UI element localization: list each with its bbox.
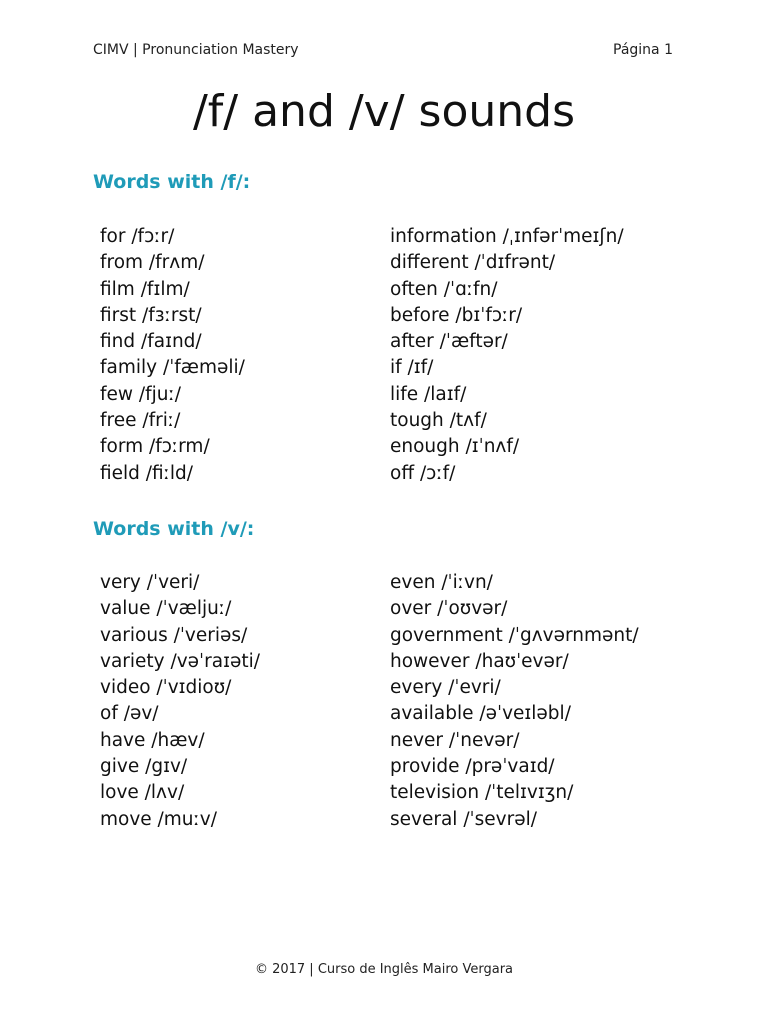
word-entry: even /ˈiːvn/ <box>390 572 493 593</box>
word-entry: film /fɪlm/ <box>100 278 190 300</box>
f-words-right-column <box>390 224 624 487</box>
word-entry: television /ˈtelɪvɪʒn/ <box>390 782 574 804</box>
v-words-left-column <box>100 570 260 833</box>
word-entry: family /ˈfæməli/ <box>100 357 245 379</box>
word-entry: form /fɔːrm/ <box>100 436 210 458</box>
word-entry: never /ˈnevər/ <box>390 729 520 751</box>
word-entry: variety /vəˈraɪəti/ <box>100 650 260 672</box>
v-words-right-column <box>390 570 639 833</box>
header-left-text: CIMV | Pronunciation Mastery <box>93 42 299 58</box>
word-entry: before /bɪˈfɔːr/ <box>390 304 523 326</box>
word-entry: move /muːv/ <box>100 808 217 830</box>
word-entry: often /ˈɑːfn/ <box>390 278 498 300</box>
word-entry: video /ˈvɪdioʊ/ <box>100 677 232 699</box>
word-entry: off /ɔːf/ <box>390 462 456 484</box>
word-entry: of /əv/ <box>100 703 159 725</box>
word-entry: from /frʌm/ <box>100 252 205 274</box>
section-heading-f: Words with /f/: <box>93 171 251 193</box>
word-entry: after /ˈæftər/ <box>390 331 508 353</box>
word-entry: first /fɜːrst/ <box>100 304 202 326</box>
page-number: Página 1 <box>613 42 673 58</box>
word-entry: provide /prəˈvaɪd/ <box>390 756 555 778</box>
word-entry: free /friː/ <box>100 410 181 432</box>
f-words-left-column <box>100 224 245 487</box>
word-entry: value /ˈvæljuː/ <box>100 598 232 620</box>
word-entry: tough /tʌf/ <box>390 410 487 432</box>
page-title: /f/ and /v/ sounds <box>192 86 576 137</box>
footer-copyright: © 2017 | Curso de Inglês Mairo Vergara <box>254 962 514 977</box>
word-entry: field /fiːld/ <box>100 462 194 484</box>
word-entry: give /gɪv/ <box>100 756 188 778</box>
word-entry: every /ˈevri/ <box>390 677 501 699</box>
word-entry: very /ˈveri/ <box>100 572 200 593</box>
word-entry: find /faɪnd/ <box>100 331 202 353</box>
word-entry: several /ˈsevrəl/ <box>390 808 537 830</box>
word-entry: have /hæv/ <box>100 729 205 751</box>
word-entry: if /ɪf/ <box>390 357 434 379</box>
word-entry: various /ˈveriəs/ <box>100 624 248 646</box>
word-entry: for /fɔːr/ <box>100 226 175 247</box>
word-entry: government /ˈgʌvərnmənt/ <box>390 624 639 646</box>
word-entry: life /laɪf/ <box>390 383 467 405</box>
word-entry: however /haʊˈevər/ <box>390 650 569 672</box>
word-entry: over /ˈoʊvər/ <box>390 598 508 620</box>
word-entry: different /ˈdɪfrənt/ <box>390 252 556 274</box>
word-entry: information /ˌɪnfərˈmeɪʃn/ <box>390 226 624 247</box>
section-heading-v: Words with /v/: <box>93 518 255 540</box>
word-entry: available /əˈveɪləbl/ <box>390 703 571 725</box>
word-entry: enough /ɪˈnʌf/ <box>390 436 520 458</box>
word-entry: love /lʌv/ <box>100 782 185 804</box>
word-entry: few /fjuː/ <box>100 383 181 405</box>
